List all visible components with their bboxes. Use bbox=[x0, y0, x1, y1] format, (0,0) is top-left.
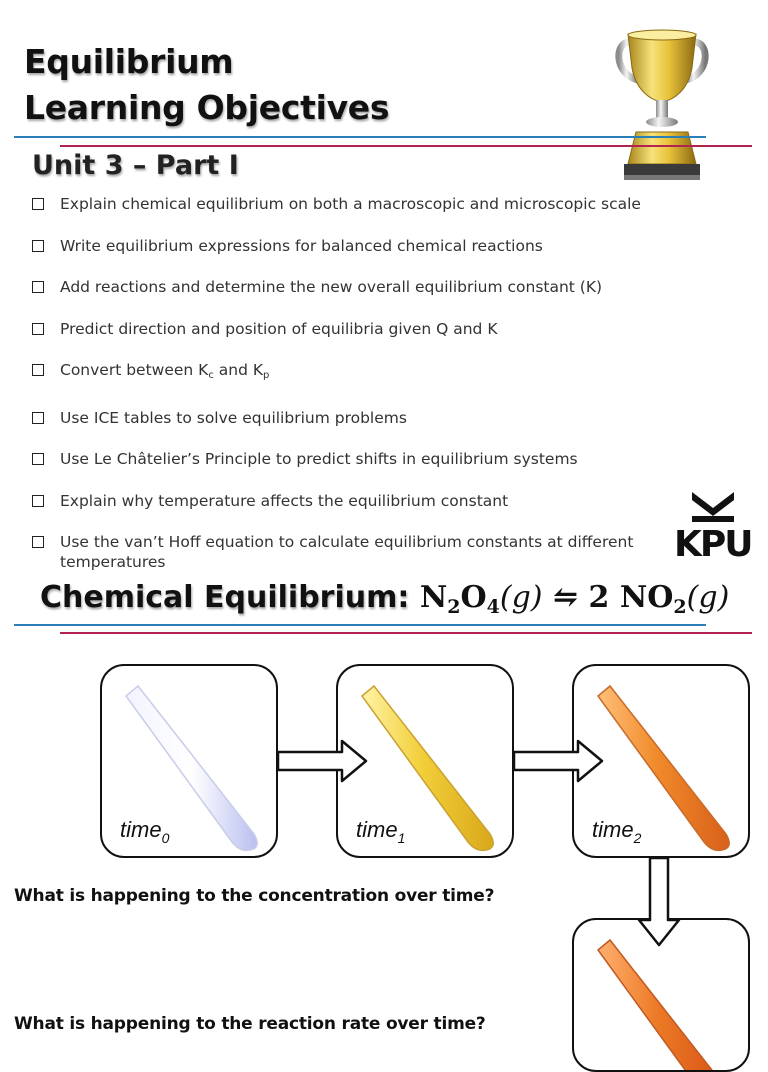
question-reaction-rate: What is happening to the reaction rate over time? bbox=[14, 1014, 486, 1034]
eq-sub: 4 bbox=[486, 596, 500, 618]
panel-label: time$_1$ bbox=[356, 817, 406, 846]
panel-label: time$_2$ bbox=[592, 817, 642, 846]
objective-text-middle: and K bbox=[213, 361, 264, 379]
divider-blue bbox=[14, 136, 706, 138]
divider-red bbox=[60, 145, 752, 147]
objective-item bbox=[32, 491, 662, 511]
equilibrium-arrow-icon: ⇋ bbox=[552, 580, 579, 615]
checkbox-icon bbox=[32, 453, 44, 465]
eq-no: NO bbox=[619, 580, 674, 615]
arrow-down-icon bbox=[636, 856, 682, 948]
eq-o: O bbox=[460, 580, 487, 615]
objective-item bbox=[32, 236, 662, 256]
arrow-right-icon bbox=[276, 738, 370, 784]
panel-label: time$_0$ bbox=[120, 817, 170, 846]
eq-state: (g) bbox=[686, 580, 730, 615]
objective-text: Use ICE tables to solve equilibrium problems bbox=[60, 408, 407, 427]
eq-state: (g) bbox=[499, 580, 543, 615]
checkbox-icon bbox=[32, 281, 44, 293]
checkbox-icon bbox=[32, 412, 44, 424]
objectives-list bbox=[32, 194, 662, 572]
eq-coef: 2 bbox=[588, 580, 620, 615]
objective-item bbox=[32, 277, 662, 297]
eq-sub: 2 bbox=[447, 596, 461, 618]
divider-red bbox=[60, 632, 752, 634]
objective-text: Use the van’t Hoff equation to calculate equilibrium constants at different temperatures bbox=[60, 533, 634, 571]
objective-text: Explain why temperature affects the equilibrium constant bbox=[60, 491, 509, 510]
title-line-2: Learning Objectives bbox=[24, 88, 390, 127]
objective-text-prefix: Convert between K bbox=[60, 361, 209, 379]
objective-item bbox=[32, 449, 662, 469]
kpu-logo-text: KPU bbox=[674, 524, 752, 565]
checkbox-icon bbox=[32, 198, 44, 210]
objective-item bbox=[32, 532, 662, 572]
eq-sub: 2 bbox=[673, 596, 687, 618]
question-concentration: What is happening to the concentration over time? bbox=[14, 886, 495, 906]
objective-text: Explain chemical equilibrium on both a macroscopic and microscopic scale bbox=[60, 195, 641, 213]
subscript-p: p bbox=[263, 370, 270, 381]
objective-item bbox=[32, 319, 662, 339]
checkbox-icon bbox=[32, 364, 44, 376]
title-line-1: Equilibrium bbox=[24, 42, 234, 81]
tube-panel-time0 bbox=[100, 664, 278, 858]
divider-blue bbox=[14, 624, 706, 626]
heading-text: Chemical Equilibrium: bbox=[40, 580, 410, 615]
objective-text: Predict direction and position of equilibria given Q and K bbox=[60, 319, 498, 338]
trophy-icon bbox=[612, 28, 712, 186]
eq-n: N bbox=[419, 580, 448, 615]
section-heading bbox=[40, 580, 729, 618]
objective-text: Write equilibrium expressions for balanced chemical reactions bbox=[60, 236, 543, 255]
objective-item bbox=[32, 408, 662, 428]
subscript-c: c bbox=[208, 370, 214, 381]
objective-item bbox=[32, 360, 662, 386]
checkbox-icon bbox=[32, 536, 44, 548]
checkbox-icon bbox=[32, 495, 44, 507]
checkbox-icon bbox=[32, 240, 44, 252]
objective-item bbox=[32, 194, 662, 214]
objective-text: Use Le Châtelier’s Principle to predict shifts in equilibrium systems bbox=[60, 450, 578, 468]
arrow-right-icon bbox=[512, 738, 606, 784]
checkbox-icon bbox=[32, 323, 44, 335]
objective-text: Add reactions and determine the new overall equilibrium constant (K) bbox=[60, 278, 603, 296]
unit-subtitle: Unit 3 – Part I bbox=[32, 150, 239, 181]
kpu-logo-icon bbox=[688, 490, 738, 524]
reaction-equation bbox=[419, 580, 730, 618]
